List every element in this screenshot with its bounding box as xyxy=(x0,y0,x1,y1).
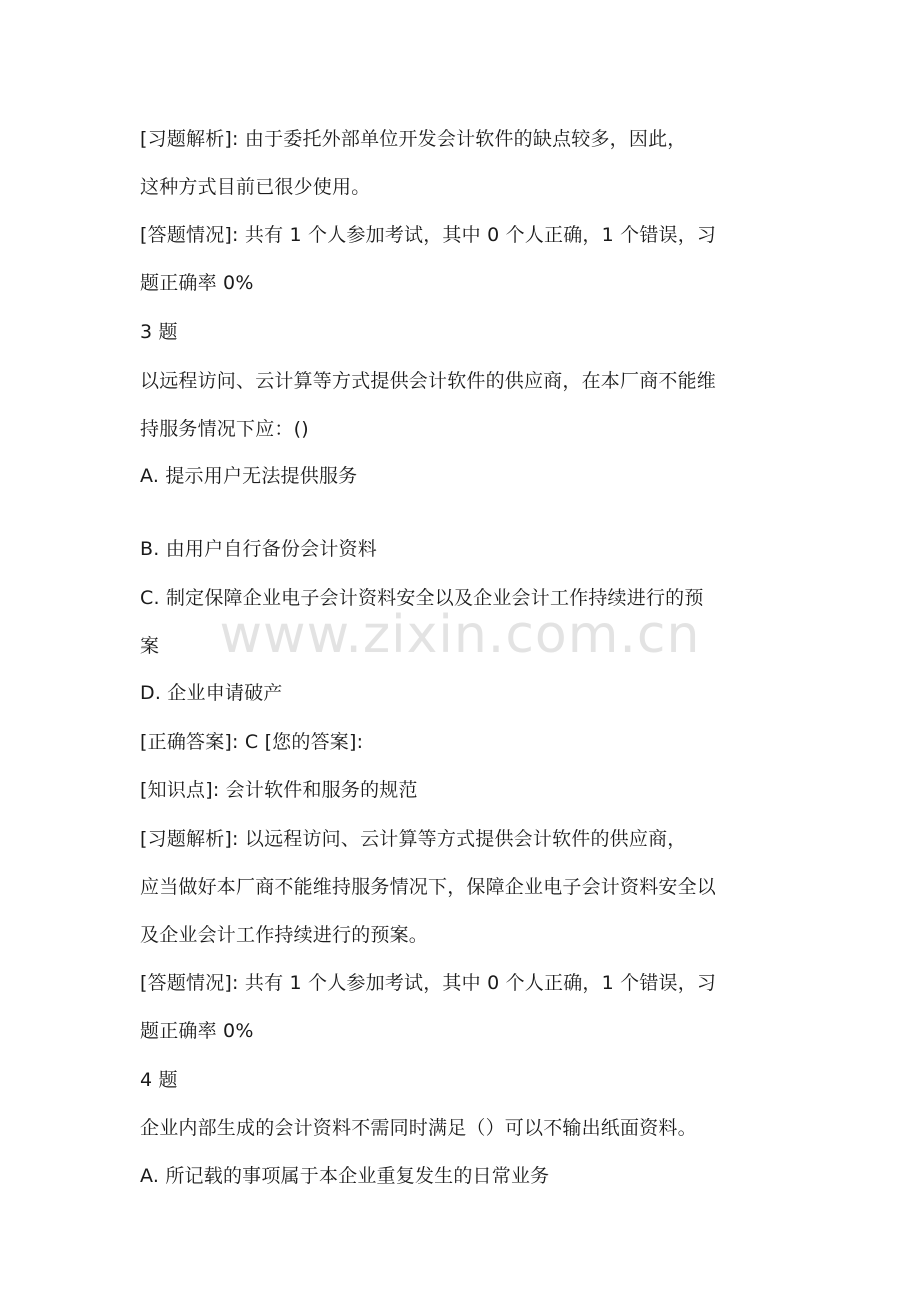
analysis-text-line-3: [习题解析]: 以远程访问、云计算等方式提供会计软件的供应商， xyxy=(140,828,687,850)
answer-stats-line-1: [答题情况]: 共有 1 个人参加考试，其中 0 个人正确，1 个错误，习 xyxy=(140,224,717,246)
analysis-text-line-1: [习题解析]: 由于委托外部单位开发会计软件的缺点较多，因此， xyxy=(140,128,687,150)
answer-stats-line-4: 题正确率 0% xyxy=(140,1020,254,1042)
answer-stats-line-3: [答题情况]: 共有 1 个人参加考试，其中 0 个人正确，1 个错误，习 xyxy=(140,972,717,994)
analysis-text-line-4: 应当做好本厂商不能维持服务情况下，保障企业电子会计资料安全以 xyxy=(140,876,717,898)
analysis-text-line-2: 这种方式目前已很少使用。 xyxy=(140,176,371,198)
answer-stats-line-2: 题正确率 0% xyxy=(140,272,254,294)
watermark: www.zixin.com.cn xyxy=(219,605,701,665)
question-text-line-2: 持服务情况下应：() xyxy=(140,418,309,440)
question-number-4: 4 题 xyxy=(140,1069,178,1091)
option-b: B. 由用户自行备份会计资料 xyxy=(140,538,377,560)
question-4-option-a: A. 所记载的事项属于本企业重复发生的日常业务 xyxy=(140,1165,550,1187)
analysis-text-line-5: 及企业会计工作持续进行的预案。 xyxy=(140,924,429,946)
question-text-line-1: 以远程访问、云计算等方式提供会计软件的供应商，在本厂商不能维 xyxy=(140,370,717,392)
option-d: D. 企业申请破产 xyxy=(140,682,283,704)
option-c-line-1: C. 制定保障企业电子会计资料安全以及企业会计工作持续进行的预 xyxy=(140,587,704,609)
option-a: A. 提示用户无法提供服务 xyxy=(140,465,358,487)
question-number: 3 题 xyxy=(140,321,178,343)
correct-answer: [正确答案]: C [您的答案]: xyxy=(140,731,364,753)
option-c-line-2: 案 xyxy=(140,635,160,657)
knowledge-point: [知识点]: 会计软件和服务的规范 xyxy=(140,779,418,801)
question-4-text: 企业内部生成的会计资料不需同时满足（）可以不输出纸面资料。 xyxy=(140,1117,697,1139)
